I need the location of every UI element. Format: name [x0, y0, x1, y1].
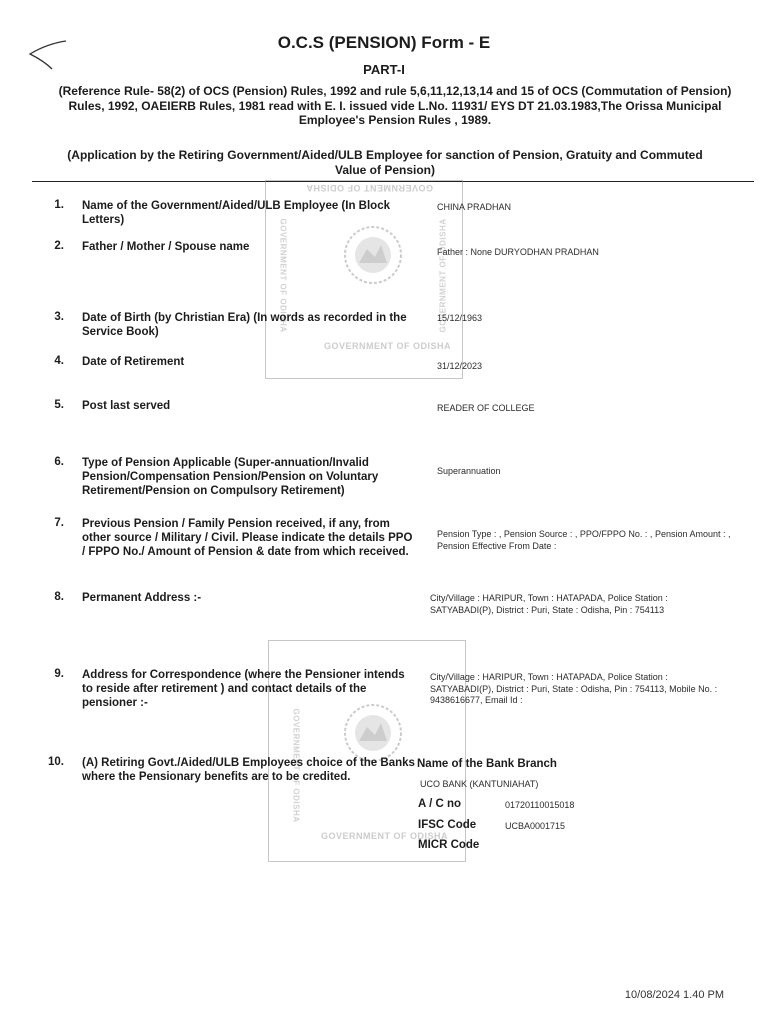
row-value: Father : None DURYODHAN PRADHAN	[437, 247, 599, 257]
row-number: 4.	[54, 355, 64, 367]
micr-code-label: MICR Code	[418, 839, 480, 851]
bank-branch-heading: Name of the Bank Branch	[417, 758, 557, 770]
row-label: Father / Mother / Spouse name	[82, 241, 250, 253]
part-heading: PART-I	[363, 62, 405, 77]
account-number-label: A / C no	[418, 798, 462, 810]
row-number: 5.	[54, 399, 64, 411]
row-label: Previous Pension / Family Pension received, if any, from other source / Military / Civil. Please indicate the details PPO / FPPO No./ Amount of Pension & date from which received.	[82, 518, 413, 558]
row-value: City/Village : HARIPUR, Town : HATAPADA, Police Station : SATYABADI(P), District : Puri, State : Odisha, Pin : 754113	[430, 593, 668, 615]
row-label: Date of Birth (by Christian Era) (In words as recorded in the Service Book)	[82, 312, 407, 338]
stamp-bottom-text-2: GOVERNMENT OF ODISHA	[321, 831, 449, 841]
row-label: (A) Retiring Govt./Aided/ULB Employees choice of the Banks where the Pensionary benefits are to be credited.	[82, 757, 415, 783]
stamp-top-text: GOVERNMENT OF ODISHA	[306, 183, 434, 193]
emblem-icon	[341, 223, 405, 287]
print-timestamp: 10/08/2024 1.40 PM	[624, 989, 724, 1001]
application-text: (Application by the Retiring Government/Aided/ULB Employee for sanction of Pension, Gratuity and Commuted Value of Pension)	[67, 148, 703, 177]
row-number: 3.	[54, 311, 64, 323]
row-number: 1.	[54, 199, 64, 211]
row-value: Pension Type : , Pension Source : , PPO/FPPO No. : , Pension Amount : , Pension Effective From Date :	[437, 529, 731, 551]
row-value: CHINA PRADHAN	[437, 202, 512, 212]
row-label: Permanent Address :-	[82, 592, 202, 604]
row-label: Name of the Government/Aided/ULB Employee (In Block Letters)	[82, 200, 390, 226]
ifsc-code-value: UCBA0001715	[505, 821, 566, 831]
row-number: 2.	[54, 240, 64, 252]
account-number-value: 01720110015018	[505, 800, 575, 810]
row-number: 9.	[54, 668, 64, 680]
row-label: Address for Correspondence (where the Pensioner intends to reside after retirement ) and contact details of the pensioner :-	[82, 669, 405, 709]
row-number: 7.	[54, 517, 64, 529]
stamp-left-text-2: GOVERNMENT OF ODISHA	[291, 708, 301, 823]
row-label: Type of Pension Applicable (Super-annuation/Invalid Pension/Compensation Pension/Pension on Voluntary Retirement/Pension on Compulsory Retirement)	[82, 457, 379, 497]
row-value: READER OF COLLEGE	[437, 403, 535, 413]
row-number: 8.	[54, 591, 64, 603]
row-number: 6.	[54, 456, 64, 468]
stamp-left-text: GOVERNMENT OF ODISHA	[278, 218, 288, 333]
row-number: 10.	[48, 756, 64, 768]
row-value: 31/12/2023	[437, 361, 483, 371]
form-title: O.C.S (PENSION) Form - E	[277, 33, 491, 52]
reference-text: (Reference Rule- 58(2) of OCS (Pension) Rules, 1992 and rule 5,6,11,12,13,14 and 15 of OCS (Commutation of Pension) Rules, 1992, OAEIERB Rules, 1981 read with E. I. issued vide L.No. 11931/ EYS DT 21.03.1983,The Orissa Municipal Employee's Pension Rules , 1989.	[58, 84, 732, 127]
ifsc-code-label: IFSC Code	[418, 819, 477, 831]
row-label: Date of Retirement	[82, 356, 185, 368]
row-value: City/Village : HARIPUR, Town : HATAPADA, Police Station : SATYABADI(P), District : Puri, State : Odisha, Pin : 754113, Mobile No. : 9438616677, Email Id :	[430, 672, 718, 705]
stamp-bottom-text: GOVERNMENT OF ODISHA	[324, 341, 452, 351]
row-value: 15/12/1963	[437, 313, 483, 323]
stamp-right-text: GOVERNMENT OF ODISHA	[438, 218, 448, 333]
bank-branch-value: UCO BANK (KANTUNIAHAT)	[420, 779, 539, 789]
row-label: Post last served	[82, 400, 171, 412]
row-value: Superannuation	[437, 466, 501, 476]
